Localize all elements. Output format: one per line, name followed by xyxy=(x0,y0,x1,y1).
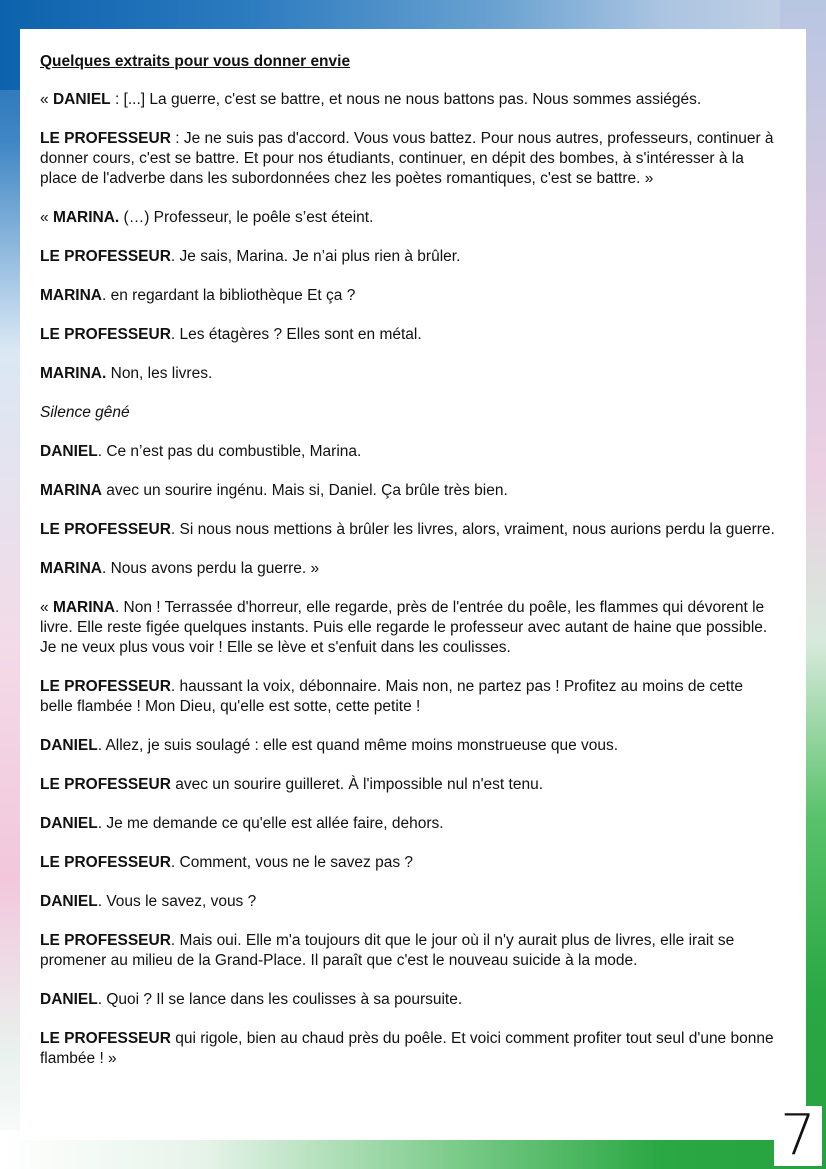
dialogue-paragraph xyxy=(40,364,780,384)
dialogue-paragraph xyxy=(40,598,780,658)
dialogue-paragraph xyxy=(40,892,780,912)
page-number: 7 xyxy=(774,1106,822,1166)
dialogue-text: . Mais oui. Elle m'a toujours dit que le jour où il n'y aurait plus de livres, elle irait se promener au milieu de la Grand-Place. Il paraît que c'est le nouveau suicide à la mode. xyxy=(40,932,735,969)
dialogue-text: avec un sourire guilleret. À l'impossible nul n'est tenu. xyxy=(170,776,544,793)
dialogue-paragraph xyxy=(40,931,780,971)
speaker-name: LE PROFESSEUR xyxy=(40,1030,171,1047)
dialogue-text: . Je sais, Marina. Je n’ai plus rien à brûler. xyxy=(170,248,461,265)
speaker-name: LE PROFESSEUR xyxy=(40,326,171,343)
stage-direction: Silence gêné xyxy=(40,404,130,421)
section-heading: Quelques extraits pour vous donner envie xyxy=(40,53,351,70)
dialogue-text: . Nous avons perdu la guerre. » xyxy=(102,560,320,577)
dialogue-text: . Les étagères ? Elles sont en métal. xyxy=(170,326,422,343)
quote-mark: « xyxy=(40,209,53,226)
speaker-name: MARINA xyxy=(52,599,115,616)
dialogue-text: : Je ne suis pas d'accord. Vous vous battez. Pour nous autres, professeurs, continuer à donner cours, c'est se battre. Et pour nos étudiants, continuer, en dépit des bombes, à s'intéresser à la place de l'adverbe dans les subordonnées chez les poètes romantiques, c'est se battre. » xyxy=(40,130,774,187)
dialogue-text: . Ce n’est pas du combustible, Marina. xyxy=(97,443,362,460)
speaker-name: DANIEL xyxy=(40,443,98,460)
dialogue-text: . Vous le savez, vous ? xyxy=(97,893,257,910)
dialogue-paragraph xyxy=(40,442,780,462)
dialogue-text: . Comment, vous ne le savez pas ? xyxy=(170,854,414,871)
dialogue-text: Non, les livres. xyxy=(106,365,213,382)
dialogue-paragraph xyxy=(40,775,780,795)
dialogue-paragraph xyxy=(40,247,780,267)
dialogue-paragraph xyxy=(40,208,780,228)
dialogue-paragraph xyxy=(40,1029,780,1069)
dialogue-text: . Non ! Terrassée d'horreur, elle regarde, près de l'entrée du poêle, les flammes qui dévorent le livre. Elle reste figée quelques instants. Puis elle regarde le professeur avec autant de haine que possible. Je ne veux plus vous voir ! Elle se lève et s'enfuit dans les coulisses. xyxy=(40,599,768,656)
dialogue-paragraph xyxy=(40,286,780,306)
speaker-name: DANIEL xyxy=(40,893,98,910)
speaker-name: MARINA. xyxy=(40,365,107,382)
speaker-name: MARINA xyxy=(40,287,102,304)
quote-mark: « xyxy=(40,599,53,616)
speaker-name: DANIEL xyxy=(40,737,98,754)
speaker-name: MARINA. xyxy=(52,209,120,226)
dialogue-text: avec un sourire ingénu. Mais si, Daniel. Ça brûle très bien. xyxy=(102,482,508,499)
speaker-name: LE PROFESSEUR xyxy=(40,248,171,265)
dialogue-paragraph xyxy=(40,481,780,501)
dialogue-text: . en regardant la bibliothèque Et ça ? xyxy=(102,287,356,304)
dialogue-text: . Quoi ? Il se lance dans les coulisses à sa poursuite. xyxy=(97,991,463,1008)
dialogue-paragraph xyxy=(40,559,780,579)
speaker-name: DANIEL xyxy=(52,91,111,108)
dialogue-text: . haussant la voix, débonnaire. Mais non, ne partez pas ! Profitez au moins de cette belle flambée ! Mon Dieu, qu'elle est sotte, cette petite ! xyxy=(40,678,744,715)
dialogue-paragraph xyxy=(40,677,780,717)
dialogue-paragraph xyxy=(40,814,780,834)
dialogue-text: . Allez, je suis soulagé : elle est quand même moins monstrueuse que vous. xyxy=(97,737,619,754)
document-body xyxy=(40,52,780,1088)
dialogue-paragraphs xyxy=(40,90,780,1069)
dialogue-paragraph xyxy=(40,325,780,345)
dialogue-paragraph xyxy=(40,129,780,189)
dialogue-text: . Je me demande ce qu'elle est allée faire, dehors. xyxy=(97,815,444,832)
dialogue-text: (…) Professeur, le poêle s’est éteint. xyxy=(119,209,374,226)
dialogue-paragraph xyxy=(40,90,780,110)
speaker-name: LE PROFESSEUR xyxy=(40,678,171,695)
speaker-name: DANIEL xyxy=(40,815,98,832)
quote-mark: « xyxy=(40,91,53,108)
dialogue-paragraph xyxy=(40,403,780,423)
dialogue-paragraph xyxy=(40,736,780,756)
dialogue-paragraph xyxy=(40,990,780,1010)
speaker-name: MARINA xyxy=(40,482,102,499)
speaker-name: LE PROFESSEUR xyxy=(40,130,171,147)
dialogue-text: qui rigole, bien au chaud près du poêle. Et voici comment profiter tout seul d'une bonne flambée ! » xyxy=(40,1030,774,1067)
speaker-name: LE PROFESSEUR xyxy=(40,932,171,949)
dialogue-paragraph xyxy=(40,853,780,873)
speaker-name: LE PROFESSEUR xyxy=(40,776,171,793)
speaker-name: MARINA xyxy=(40,560,102,577)
dialogue-paragraph xyxy=(40,520,780,540)
dialogue-text: . Si nous nous mettions à brûler les livres, alors, vraiment, nous aurions perdu la guerre. xyxy=(170,521,775,538)
speaker-name: LE PROFESSEUR xyxy=(40,521,171,538)
speaker-name: DANIEL xyxy=(40,991,98,1008)
dialogue-text: : [...] La guerre, c'est se battre, et nous ne nous battons pas. Nous sommes assiégés. xyxy=(110,91,702,108)
speaker-name: LE PROFESSEUR xyxy=(40,854,171,871)
